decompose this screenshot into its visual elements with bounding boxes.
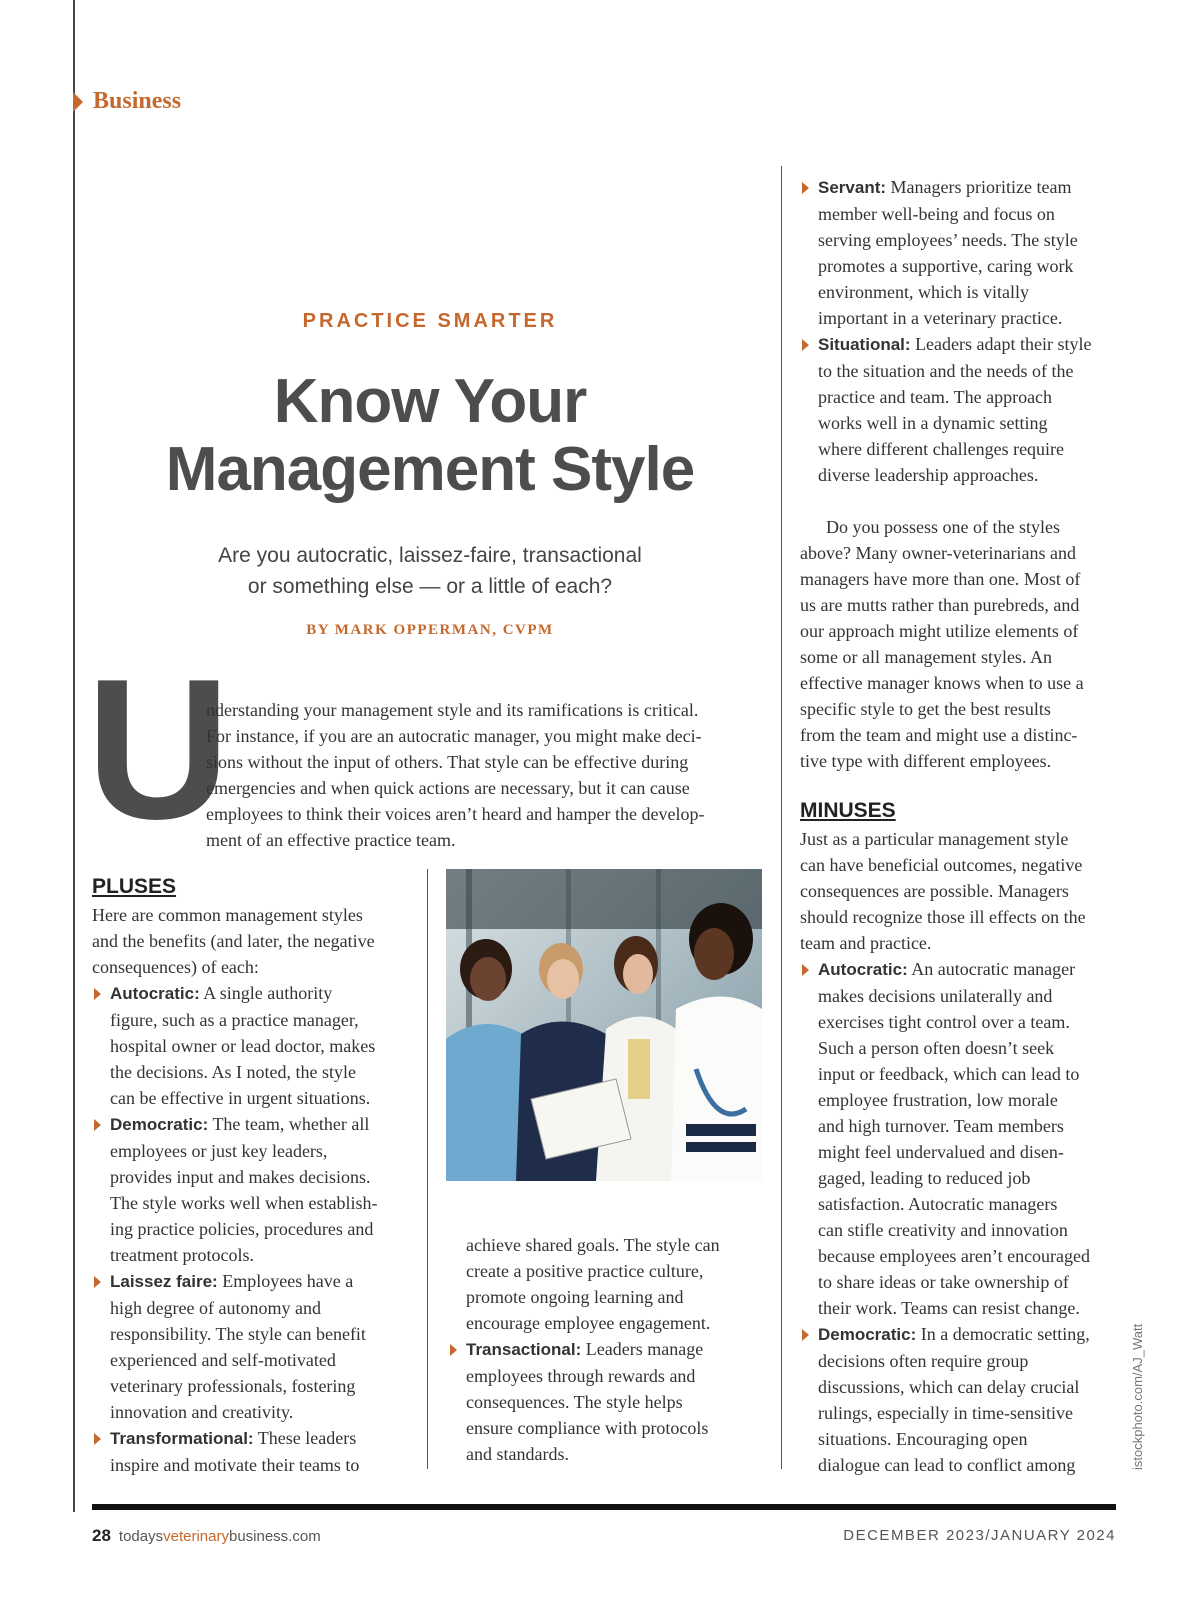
list-item-line: veterinary professionals, fostering <box>110 1376 356 1396</box>
right-column <box>800 174 1118 1478</box>
para-line: specific style to get the best results <box>800 699 1051 719</box>
minuses-intro-line: Just as a particular management style <box>800 829 1069 849</box>
dek-line-2: or something else — or a little of each? <box>247 575 613 598</box>
list-item-line: situations. Encouraging open <box>818 1429 1028 1449</box>
bullet-triangle-icon <box>94 1276 101 1288</box>
site-suffix: business.com <box>228 1528 321 1545</box>
middle-column <box>448 1232 748 1467</box>
list-item-line: might feel undervalued and disen- <box>818 1142 1064 1162</box>
middle-list <box>448 1336 748 1467</box>
list-item <box>92 1268 412 1425</box>
intro-line: employees to think their voices aren’t heard and hamper the develop- <box>206 804 705 824</box>
list-item <box>92 1425 412 1478</box>
list-item <box>448 1336 748 1467</box>
bullet-triangle-icon <box>94 988 101 1000</box>
transformational-continued <box>448 1232 748 1336</box>
page-number: 28 <box>92 1526 111 1545</box>
list-item-line: environment, which is vitally <box>818 282 1029 302</box>
list-item-term: Laissez faire: <box>110 1272 218 1291</box>
column-rule-right <box>781 166 782 1469</box>
list-item-line: works well in a dynamic setting <box>818 413 1048 433</box>
list-item-term: Democratic: <box>818 1325 917 1344</box>
list-item-line: employee frustration, low morale <box>818 1090 1058 1110</box>
bullet-triangle-icon <box>802 1329 809 1341</box>
para-line: effective manager knows when to use a <box>800 673 1084 693</box>
list-item-first-line <box>466 1336 748 1363</box>
list-item <box>92 980 412 1111</box>
list-item-line: to the situation and the needs of the <box>818 361 1074 381</box>
para-line: some or all management styles. An <box>800 647 1052 667</box>
para-line: above? Many owner-veterinarians and <box>800 543 1077 563</box>
list-item-line: treatment protocols. <box>110 1245 254 1265</box>
intro-paragraph <box>206 697 762 853</box>
list-item-line: input or feedback, which can lead to <box>818 1064 1080 1084</box>
list-item-line: figure, such as a practice manager, <box>110 1010 359 1030</box>
list-item-line: and high turnover. Team members <box>818 1116 1064 1136</box>
footer-rule <box>92 1504 1116 1510</box>
list-item-line: can be effective in urgent situations. <box>110 1088 371 1108</box>
list-item-line: innovation and creativity. <box>110 1402 294 1422</box>
list-item-lead: A single authority <box>199 983 333 1003</box>
list-item-first-line <box>818 331 1118 358</box>
bullet-triangle-icon <box>802 339 809 351</box>
list-item-lead: Employees have a <box>217 1271 354 1291</box>
para-line: managers have more than one. Most of <box>800 569 1081 589</box>
site-prefix: todays <box>118 1528 164 1545</box>
byline: BY MARK OPPERMAN, CVPM <box>306 622 554 638</box>
list-item-lead: Leaders adapt their style <box>910 334 1092 354</box>
list-item-line: and standards. <box>466 1444 569 1464</box>
kicker: PRACTICE SMARTER <box>302 310 558 332</box>
drop-cap: U <box>86 638 231 861</box>
bullet-triangle-icon <box>802 182 809 194</box>
headline-line-1: Know Your <box>273 367 587 436</box>
list-item <box>800 331 1118 488</box>
dek <box>90 540 770 602</box>
list-item-line: exercises tight control over a team. <box>818 1012 1070 1032</box>
list-item-line: to share ideas or take ownership of <box>818 1272 1069 1292</box>
list-item-first-line <box>818 956 1118 983</box>
pluses-intro <box>92 902 412 980</box>
list-item-first-line <box>110 1425 412 1452</box>
pluses-intro-line: and the benefits (and later, the negative <box>92 931 375 951</box>
list-item-line: high degree of autonomy and <box>110 1298 321 1318</box>
list-item-line: inspire and motivate their teams to <box>110 1455 360 1475</box>
list-item <box>92 1111 412 1268</box>
pluses-list <box>92 980 412 1478</box>
list-item-line: member well-being and focus on <box>818 204 1055 224</box>
right-list <box>800 174 1118 488</box>
list-item-line: their work. Teams can resist change. <box>818 1298 1080 1318</box>
minuses-list <box>800 956 1118 1478</box>
issue-date: DECEMBER 2023/JANUARY 2024 <box>843 1527 1116 1544</box>
para-line: our approach might utilize elements of <box>800 621 1079 641</box>
list-item <box>800 956 1118 1321</box>
headline-line-2: Management Style <box>165 435 695 504</box>
minuses-intro <box>800 826 1118 956</box>
list-item-term: Autocratic: <box>110 984 200 1003</box>
pluses-column <box>92 874 412 1478</box>
pluses-heading: PLUSES <box>92 875 177 898</box>
list-item-term: Servant: <box>818 178 887 197</box>
list-item-lead: In a democratic setting, <box>916 1324 1090 1344</box>
list-item-line: The style works well when establish- <box>110 1193 378 1213</box>
list-item-line: diverse leadership approaches. <box>818 465 1039 485</box>
team-photo <box>446 869 762 1181</box>
list-item-line: can stifle creativity and innovation <box>818 1220 1068 1240</box>
continued-line: achieve shared goals. The style can <box>466 1235 720 1255</box>
intro-line: nderstanding your management style and its ramifications is critical. <box>206 700 699 720</box>
list-item-lead: Managers prioritize team <box>886 177 1072 197</box>
list-item-line: employees or just key leaders, <box>110 1141 328 1161</box>
list-item-line: promotes a supportive, caring work <box>818 256 1074 276</box>
site-accent: veterinary <box>163 1528 229 1545</box>
minuses-intro-line: team and practice. <box>800 933 932 953</box>
intro-line: For instance, if you are an autocratic manager, you might make deci- <box>206 726 702 746</box>
list-item-line: ing practice policies, procedures and <box>110 1219 374 1239</box>
para-line: from the team and might use a distinc- <box>800 725 1078 745</box>
para-line: Do you possess one of the styles <box>826 517 1060 537</box>
section-label: Business <box>93 88 182 114</box>
list-item-line: hospital owner or lead doctor, makes <box>110 1036 376 1056</box>
list-item-line: employees through rewards and <box>466 1366 696 1386</box>
list-item <box>800 1321 1118 1478</box>
bullet-triangle-icon <box>802 964 809 976</box>
bullet-triangle-icon <box>450 1344 457 1356</box>
list-item-first-line <box>818 1321 1118 1348</box>
list-item-line: experienced and self-motivated <box>110 1350 336 1370</box>
list-item-line: consequences. The style helps <box>466 1392 683 1412</box>
bullet-triangle-icon <box>94 1433 101 1445</box>
minuses-heading: MINUSES <box>800 799 896 822</box>
list-item-term: Autocratic: <box>818 960 908 979</box>
headline <box>90 368 770 504</box>
list-item-lead: These leaders <box>253 1428 357 1448</box>
team-photo-illustration <box>446 869 762 1181</box>
list-item-lead: An autocratic manager <box>907 959 1076 979</box>
list-item-first-line <box>110 1111 412 1138</box>
list-item-first-line <box>110 980 412 1007</box>
minuses-intro-line: should recognize those ill effects on the <box>800 907 1086 927</box>
dek-line-1: Are you autocratic, laissez-faire, transactional <box>218 544 642 567</box>
list-item-lead: Leaders manage <box>581 1339 704 1359</box>
minuses-intro-line: consequences are possible. Managers <box>800 881 1069 901</box>
list-item-line: provides input and makes decisions. <box>110 1167 371 1187</box>
list-item-line: gaged, leading to reduced job <box>818 1168 1031 1188</box>
para-line: tive type with different employees. <box>800 751 1052 771</box>
list-item <box>800 174 1118 331</box>
list-item-line: where different challenges require <box>818 439 1065 459</box>
list-item-line: the decisions. As I noted, the style <box>110 1062 356 1082</box>
minuses-intro-line: can have beneficial outcomes, negative <box>800 855 1083 875</box>
list-item-line: responsibility. The style can benefit <box>110 1324 366 1344</box>
section-triangle-icon <box>73 92 83 112</box>
pluses-intro-line: consequences) of each: <box>92 957 259 977</box>
column-rule-left <box>427 869 428 1469</box>
continued-line: create a positive practice culture, <box>466 1261 704 1281</box>
list-item-first-line <box>110 1268 412 1295</box>
continued-line: encourage employee engagement. <box>466 1313 711 1333</box>
list-item-term: Transactional: <box>466 1340 582 1359</box>
para-line: us are mutts rather than purebreds, and <box>800 595 1080 615</box>
list-item-line: because employees aren’t encouraged <box>818 1246 1091 1266</box>
styles-question-paragraph <box>800 514 1118 774</box>
intro-line: sions without the input of others. That style can be effective during <box>206 752 689 772</box>
intro-line: emergencies and when quick actions are necessary, but it can cause <box>206 778 690 798</box>
list-item-first-line <box>818 174 1118 201</box>
list-item-line: serving employees’ needs. The style <box>818 230 1078 250</box>
section-tag <box>73 88 181 115</box>
list-item-line: discussions, which can delay crucial <box>818 1377 1080 1397</box>
photo-credit: istockphoto.com/AJ_Watt <box>1130 1323 1145 1470</box>
list-item-line: practice and team. The approach <box>818 387 1053 407</box>
folio <box>92 1526 321 1546</box>
list-item-term: Democratic: <box>110 1115 209 1134</box>
intro-line: ment of an effective practice team. <box>206 830 456 850</box>
left-margin-rule <box>73 0 75 1512</box>
list-item-line: rulings, especially in time-sensitive <box>818 1403 1073 1423</box>
list-item-line: dialogue can lead to conflict among <box>818 1455 1076 1475</box>
list-item-term: Situational: <box>818 335 911 354</box>
pluses-intro-line: Here are common management styles <box>92 905 363 925</box>
list-item-line: ensure compliance with protocols <box>466 1418 709 1438</box>
list-item-line: satisfaction. Autocratic managers <box>818 1194 1058 1214</box>
list-item-line: makes decisions unilaterally and <box>818 986 1053 1006</box>
list-item-line: decisions often require group <box>818 1351 1029 1371</box>
list-item-lead: The team, whether all <box>208 1114 370 1134</box>
list-item-line: important in a veterinary practice. <box>818 308 1063 328</box>
bullet-triangle-icon <box>94 1119 101 1131</box>
continued-line: promote ongoing learning and <box>466 1287 684 1307</box>
list-item-term: Transformational: <box>110 1429 254 1448</box>
list-item-line: Such a person often doesn’t seek <box>818 1038 1055 1058</box>
